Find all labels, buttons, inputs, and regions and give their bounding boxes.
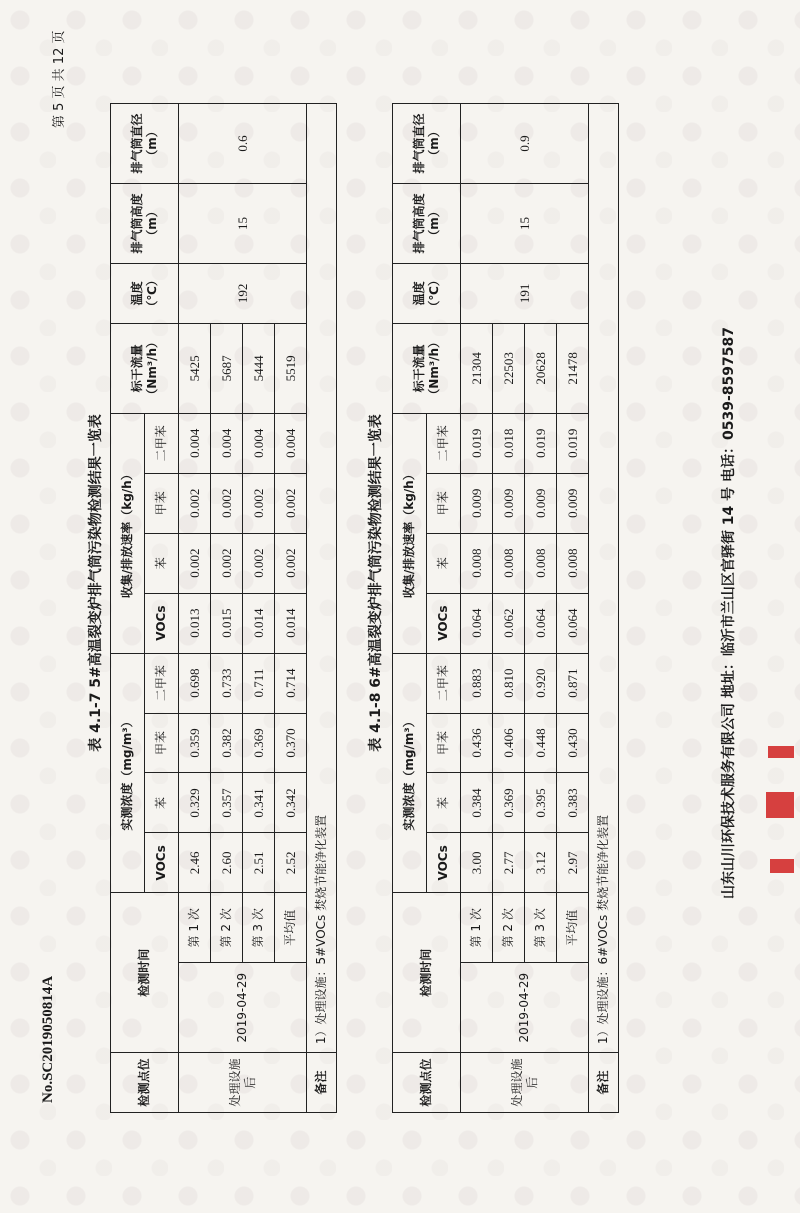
t1-cell: 0.002 (243, 473, 275, 533)
t2-cell: 0.448 (525, 713, 557, 773)
t2-sub: 二甲苯 (427, 653, 461, 713)
t2-cell: 0.008 (557, 533, 589, 593)
t1-cell: 0.357 (211, 773, 243, 833)
t2-h-flow: 标干流量（Nm³/h） (393, 323, 461, 413)
t1-h-point: 检测点位 (111, 1053, 179, 1113)
t1-cell: 5425 (179, 323, 211, 413)
t2-cell: 0.064 (525, 593, 557, 653)
t1-cell: 5519 (275, 323, 307, 413)
t1-cell: 2.60 (211, 833, 243, 893)
t2-cell: 0.369 (493, 773, 525, 833)
t2-sub: 甲苯 (427, 713, 461, 773)
t2-h-height: 排气筒高度（m） (393, 184, 461, 264)
t1-cell: 0.002 (211, 473, 243, 533)
t1-h-flow: 标干流量（Nm³/h） (111, 323, 179, 413)
t1-cell: 0.004 (179, 413, 211, 473)
t2-cell: 0.019 (525, 413, 557, 473)
t2-row-label: 第 3 次 (525, 893, 557, 963)
t2-h-point: 检测点位 (393, 1053, 461, 1113)
t2-cell: 0.009 (461, 473, 493, 533)
table2 (392, 103, 619, 1113)
t2-cell: 0.064 (461, 593, 493, 653)
t2-sub: 甲苯 (427, 473, 461, 533)
t2-cell: 0.009 (525, 473, 557, 533)
t1-cell: 2.51 (243, 833, 275, 893)
t1-sub: 甲苯 (145, 473, 179, 533)
t2-cell: 2.97 (557, 833, 589, 893)
t2-sub: 二甲苯 (427, 413, 461, 473)
t1-cell: 0.002 (211, 533, 243, 593)
page-info: 第 5 页 共 12 页 (52, 30, 67, 128)
t2-cell: 0.395 (525, 773, 557, 833)
t1-cell: 0.014 (243, 593, 275, 653)
t1-h-height: 排气筒高度（m） (111, 184, 179, 264)
table-row (461, 104, 493, 1113)
company-footer: 山东山川环保技术服务有限公司 地址：临沂市兰山区官驿街 14 号 电话：0539-8597587 (721, 327, 737, 899)
t1-date: 2019-04-29 (179, 963, 307, 1053)
t1-h-diam: 排气筒直径（m） (111, 104, 179, 184)
t1-h-temp: 温度（℃） (111, 263, 179, 323)
table-row (179, 104, 211, 1113)
t2-cell: 0.064 (557, 593, 589, 653)
t1-cell: 0.714 (275, 653, 307, 713)
t1-note-label: 备注 (307, 1053, 337, 1113)
t1-row-label: 第 3 次 (243, 893, 275, 963)
t1-cell: 0.341 (243, 773, 275, 833)
t2-date: 2019-04-29 (461, 963, 589, 1053)
t1-row-label: 第 2 次 (211, 893, 243, 963)
t2-sub: 苯 (427, 773, 461, 833)
t2-cell: 21478 (557, 323, 589, 413)
t2-sub: 苯 (427, 533, 461, 593)
t1-cell: 0.013 (179, 593, 211, 653)
t2-cell: 0.062 (493, 593, 525, 653)
t2-cell: 3.00 (461, 833, 493, 893)
t1-cell: 0.002 (179, 473, 211, 533)
t1-cell: 0.698 (179, 653, 211, 713)
t2-cell: 0.883 (461, 653, 493, 713)
t2-sub: VOCs (427, 593, 461, 653)
t1-h-conc: 实测浓度（mg/m³） (111, 653, 145, 893)
t1-cell: 0.711 (243, 653, 275, 713)
t1-cell: 0.329 (179, 773, 211, 833)
t2-cell: 20628 (525, 323, 557, 413)
t1-cell: 0.014 (275, 593, 307, 653)
t1-sub: 二甲苯 (145, 653, 179, 713)
t1-note: 1）处理设施：5#VOCs 焚烧节能净化装置 (307, 104, 337, 1053)
t2-note-label: 备注 (589, 1053, 619, 1113)
t1-cell: 0.002 (275, 533, 307, 593)
t2-height: 15 (461, 184, 589, 264)
t2-cell: 0.008 (525, 533, 557, 593)
t2-row-label: 第 1 次 (461, 893, 493, 963)
t2-cell: 22503 (493, 323, 525, 413)
t1-cell: 0.002 (179, 533, 211, 593)
t2-row-label: 第 2 次 (493, 893, 525, 963)
t1-sub: VOCs (145, 593, 179, 653)
t2-cell: 3.12 (525, 833, 557, 893)
t2-cell: 0.436 (461, 713, 493, 773)
t2-h-time: 检测时间 (393, 893, 461, 1053)
t2-cell: 2.77 (493, 833, 525, 893)
t2-cell: 0.009 (493, 473, 525, 533)
table1-title: 表 4.1-7 5#高温裂变炉排气筒污染物检测结果一览表 (88, 414, 104, 752)
t1-row-label: 平均值 (275, 893, 307, 963)
t2-cell: 0.384 (461, 773, 493, 833)
t1-row-label: 第 1 次 (179, 893, 211, 963)
t2-cell: 0.871 (557, 653, 589, 713)
t1-height: 15 (179, 184, 307, 264)
t1-cell: 2.52 (275, 833, 307, 893)
t1-sub: 二甲苯 (145, 413, 179, 473)
t1-diam: 0.6 (179, 104, 307, 184)
t2-cell: 0.008 (461, 533, 493, 593)
t1-cell: 0.733 (211, 653, 243, 713)
red-stamp-fragment (760, 913, 800, 1213)
t2-cell: 0.383 (557, 773, 589, 833)
document-number: No.SC2019050814A (40, 975, 56, 1103)
t2-diam: 0.9 (461, 104, 589, 184)
t2-cell: 0.406 (493, 713, 525, 773)
t1-cell: 0.359 (179, 713, 211, 773)
t1-cell: 0.004 (243, 413, 275, 473)
t1-cell: 5444 (243, 323, 275, 413)
t2-cell: 21304 (461, 323, 493, 413)
t2-cell: 0.008 (493, 533, 525, 593)
t1-cell: 0.369 (243, 713, 275, 773)
t2-cell: 0.430 (557, 713, 589, 773)
t1-temp: 192 (179, 263, 307, 323)
t1-sub: 甲苯 (145, 713, 179, 773)
table1 (110, 103, 337, 1113)
t2-row-label: 平均值 (557, 893, 589, 963)
t1-sub: 苯 (145, 773, 179, 833)
t1-cell: 0.002 (243, 533, 275, 593)
t2-temp: 191 (461, 263, 589, 323)
t2-sub: VOCs (427, 833, 461, 893)
t2-h-temp: 温度（℃） (393, 263, 461, 323)
t1-cell: 0.004 (275, 413, 307, 473)
t2-h-diam: 排气筒直径（m） (393, 104, 461, 184)
t2-h-rate: 收集/排放速率（kg/h） (393, 413, 427, 653)
t2-point: 处理设施后 (461, 1053, 589, 1113)
t2-cell: 0.810 (493, 653, 525, 713)
t1-cell: 0.004 (211, 413, 243, 473)
t1-h-time: 检测时间 (111, 893, 179, 1053)
t1-cell: 0.015 (211, 593, 243, 653)
t2-cell: 0.009 (557, 473, 589, 533)
t2-cell: 0.920 (525, 653, 557, 713)
t1-h-rate: 收集/排放速率（kg/h） (111, 413, 145, 653)
t1-sub: 苯 (145, 533, 179, 593)
t1-cell: 2.46 (179, 833, 211, 893)
t2-cell: 0.018 (493, 413, 525, 473)
t2-cell: 0.019 (461, 413, 493, 473)
table2-title: 表 4.1-8 6#高温裂变炉排气筒污染物检测结果一览表 (368, 414, 384, 752)
t2-note: 1）处理设施：6#VOCs 焚烧节能净化装置 (589, 104, 619, 1053)
t2-h-conc: 实测浓度（mg/m³） (393, 653, 427, 893)
t1-cell: 0.370 (275, 713, 307, 773)
t1-cell: 0.002 (275, 473, 307, 533)
t1-cell: 0.342 (275, 773, 307, 833)
t1-point: 处理设施后 (179, 1053, 307, 1113)
t1-cell: 5687 (211, 323, 243, 413)
t2-cell: 0.019 (557, 413, 589, 473)
t1-cell: 0.382 (211, 713, 243, 773)
t1-sub: VOCs (145, 833, 179, 893)
